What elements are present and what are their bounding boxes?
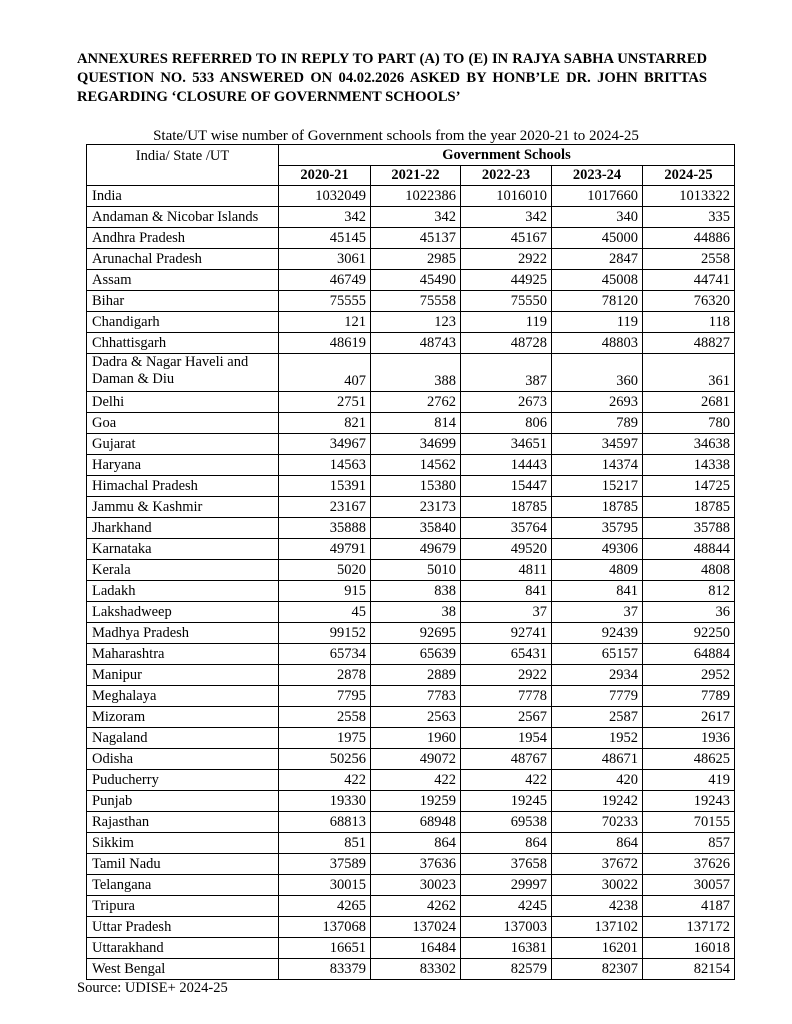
school-count-cell: 48827 xyxy=(643,333,735,354)
table-row xyxy=(87,896,735,917)
state-name-cell: Telangana xyxy=(87,875,279,896)
school-count-cell: 137172 xyxy=(643,917,735,938)
table-row xyxy=(87,270,735,291)
state-name-cell: Puducherry xyxy=(87,770,279,791)
state-name-cell: Dadra & Nagar Haveli and Daman & Diu xyxy=(87,354,279,392)
table-row xyxy=(87,707,735,728)
school-count-cell: 387 xyxy=(461,354,552,392)
school-count-cell: 2617 xyxy=(643,707,735,728)
state-name-cell: Delhi xyxy=(87,392,279,413)
table-row xyxy=(87,602,735,623)
school-count-cell: 7778 xyxy=(461,686,552,707)
school-count-cell: 49072 xyxy=(371,749,461,770)
school-count-cell: 49306 xyxy=(552,539,643,560)
school-count-cell: 422 xyxy=(371,770,461,791)
state-name-cell: Mizoram xyxy=(87,707,279,728)
school-count-cell: 34651 xyxy=(461,434,552,455)
school-count-cell: 821 xyxy=(279,413,371,434)
state-name-cell: Karnataka xyxy=(87,539,279,560)
school-count-cell: 420 xyxy=(552,770,643,791)
school-count-cell: 121 xyxy=(279,312,371,333)
state-name-cell: West Bengal xyxy=(87,959,279,980)
school-count-cell: 44741 xyxy=(643,270,735,291)
school-count-cell: 46749 xyxy=(279,270,371,291)
school-count-cell: 388 xyxy=(371,354,461,392)
state-name-cell: Andhra Pradesh xyxy=(87,228,279,249)
school-count-cell: 1936 xyxy=(643,728,735,749)
state-name-cell: Bihar xyxy=(87,291,279,312)
school-count-cell: 49520 xyxy=(461,539,552,560)
table-row xyxy=(87,644,735,665)
school-count-cell: 45145 xyxy=(279,228,371,249)
school-count-cell: 4808 xyxy=(643,560,735,581)
school-count-cell: 65639 xyxy=(371,644,461,665)
school-count-cell: 64884 xyxy=(643,644,735,665)
school-count-cell: 2681 xyxy=(643,392,735,413)
table-row xyxy=(87,560,735,581)
school-count-cell: 838 xyxy=(371,581,461,602)
table-row xyxy=(87,249,735,270)
government-schools-header: Government Schools xyxy=(279,145,735,166)
school-count-cell: 2558 xyxy=(643,249,735,270)
school-count-cell: 38 xyxy=(371,602,461,623)
school-count-cell: 4238 xyxy=(552,896,643,917)
school-count-cell: 2587 xyxy=(552,707,643,728)
school-count-cell: 7789 xyxy=(643,686,735,707)
school-count-cell: 119 xyxy=(461,312,552,333)
table-row xyxy=(87,291,735,312)
school-count-cell: 4809 xyxy=(552,560,643,581)
table-row xyxy=(87,354,735,392)
school-count-cell: 4262 xyxy=(371,896,461,917)
school-count-cell: 2751 xyxy=(279,392,371,413)
state-name-cell: Odisha xyxy=(87,749,279,770)
school-count-cell: 30015 xyxy=(279,875,371,896)
school-count-cell: 915 xyxy=(279,581,371,602)
state-name-cell: Haryana xyxy=(87,455,279,476)
school-count-cell: 65157 xyxy=(552,644,643,665)
table-row xyxy=(87,455,735,476)
school-count-cell: 37672 xyxy=(552,854,643,875)
table-row xyxy=(87,686,735,707)
state-name-cell: Tamil Nadu xyxy=(87,854,279,875)
school-count-cell: 15380 xyxy=(371,476,461,497)
state-name-cell: Chandigarh xyxy=(87,312,279,333)
state-name-cell: Manipur xyxy=(87,665,279,686)
school-count-cell: 18785 xyxy=(643,497,735,518)
school-count-cell: 48844 xyxy=(643,539,735,560)
school-count-cell: 2567 xyxy=(461,707,552,728)
table-row xyxy=(87,497,735,518)
school-count-cell: 19259 xyxy=(371,791,461,812)
school-count-cell: 118 xyxy=(643,312,735,333)
state-column-header: India/ State /UT xyxy=(87,145,279,186)
school-count-cell: 422 xyxy=(279,770,371,791)
school-count-cell: 68813 xyxy=(279,812,371,833)
school-count-cell: 2847 xyxy=(552,249,643,270)
school-count-cell: 75558 xyxy=(371,291,461,312)
school-count-cell: 35840 xyxy=(371,518,461,539)
school-count-cell: 857 xyxy=(643,833,735,854)
school-count-cell: 48728 xyxy=(461,333,552,354)
table-row xyxy=(87,392,735,413)
school-count-cell: 45008 xyxy=(552,270,643,291)
document-heading: ANNEXURES REFERRED TO IN REPLY TO PART (A) TO (E) IN RAJYA SABHA UNSTARRED QUESTION NO. 533 ANSWERED ON 04.02.2026 ASKED BY HONB’LE DR. JOHN BRITTAS REGARDING ‘CLOSURE OF GOVERNMENT SCHOOLS’ xyxy=(77,51,707,105)
school-count-cell: 851 xyxy=(279,833,371,854)
school-count-cell: 1954 xyxy=(461,728,552,749)
school-count-cell: 2922 xyxy=(461,249,552,270)
table-row xyxy=(87,539,735,560)
school-count-cell: 65431 xyxy=(461,644,552,665)
school-count-cell: 35795 xyxy=(552,518,643,539)
school-count-cell: 82307 xyxy=(552,959,643,980)
table-row xyxy=(87,812,735,833)
table-row xyxy=(87,791,735,812)
school-count-cell: 45137 xyxy=(371,228,461,249)
school-count-cell: 35888 xyxy=(279,518,371,539)
school-count-cell: 340 xyxy=(552,207,643,228)
state-name-cell: Himachal Pradesh xyxy=(87,476,279,497)
school-count-cell: 45490 xyxy=(371,270,461,291)
school-count-cell: 37636 xyxy=(371,854,461,875)
school-count-cell: 137068 xyxy=(279,917,371,938)
school-count-cell: 419 xyxy=(643,770,735,791)
school-count-cell: 75550 xyxy=(461,291,552,312)
school-count-cell: 14443 xyxy=(461,455,552,476)
school-count-cell: 16381 xyxy=(461,938,552,959)
school-count-cell: 137024 xyxy=(371,917,461,938)
school-count-cell: 35788 xyxy=(643,518,735,539)
state-name-cell: Kerala xyxy=(87,560,279,581)
state-name-cell: Chhattisgarh xyxy=(87,333,279,354)
school-count-cell: 812 xyxy=(643,581,735,602)
school-count-cell: 4265 xyxy=(279,896,371,917)
school-count-cell: 19330 xyxy=(279,791,371,812)
school-count-cell: 2563 xyxy=(371,707,461,728)
state-name-cell: Jharkhand xyxy=(87,518,279,539)
school-count-cell: 16201 xyxy=(552,938,643,959)
school-count-cell: 48743 xyxy=(371,333,461,354)
school-count-cell: 44925 xyxy=(461,270,552,291)
school-count-cell: 16484 xyxy=(371,938,461,959)
school-count-cell: 1013322 xyxy=(643,186,735,207)
state-name-cell: Tripura xyxy=(87,896,279,917)
school-count-cell: 814 xyxy=(371,413,461,434)
school-count-cell: 19245 xyxy=(461,791,552,812)
school-count-cell: 23167 xyxy=(279,497,371,518)
table-row xyxy=(87,434,735,455)
school-count-cell: 75555 xyxy=(279,291,371,312)
school-count-cell: 30023 xyxy=(371,875,461,896)
school-count-cell: 2952 xyxy=(643,665,735,686)
school-count-cell: 18785 xyxy=(552,497,643,518)
school-count-cell: 65734 xyxy=(279,644,371,665)
state-name-cell: Uttar Pradesh xyxy=(87,917,279,938)
table-row xyxy=(87,207,735,228)
state-name-cell: Lakshadweep xyxy=(87,602,279,623)
school-count-cell: 35764 xyxy=(461,518,552,539)
school-count-cell: 49679 xyxy=(371,539,461,560)
school-count-cell: 83379 xyxy=(279,959,371,980)
school-count-cell: 2922 xyxy=(461,665,552,686)
school-count-cell: 14338 xyxy=(643,455,735,476)
table-row xyxy=(87,959,735,980)
year-header: 2021-22 xyxy=(371,166,461,186)
school-count-cell: 48625 xyxy=(643,749,735,770)
school-count-cell: 16018 xyxy=(643,938,735,959)
school-count-cell: 82154 xyxy=(643,959,735,980)
school-count-cell: 2693 xyxy=(552,392,643,413)
school-count-cell: 15391 xyxy=(279,476,371,497)
state-name-cell: Gujarat xyxy=(87,434,279,455)
school-count-cell: 82579 xyxy=(461,959,552,980)
state-name-cell: India xyxy=(87,186,279,207)
school-count-cell: 34638 xyxy=(643,434,735,455)
table-row xyxy=(87,833,735,854)
table-row xyxy=(87,228,735,249)
table-row xyxy=(87,333,735,354)
table-row xyxy=(87,917,735,938)
table-row xyxy=(87,186,735,207)
school-count-cell: 49791 xyxy=(279,539,371,560)
school-count-cell: 37 xyxy=(461,602,552,623)
state-name-cell: Madhya Pradesh xyxy=(87,623,279,644)
year-header: 2020-21 xyxy=(279,166,371,186)
school-count-cell: 19242 xyxy=(552,791,643,812)
school-count-cell: 18785 xyxy=(461,497,552,518)
state-name-cell: Rajasthan xyxy=(87,812,279,833)
school-count-cell: 50256 xyxy=(279,749,371,770)
school-count-cell: 44886 xyxy=(643,228,735,249)
school-count-cell: 7783 xyxy=(371,686,461,707)
school-count-cell: 14374 xyxy=(552,455,643,476)
school-count-cell: 48671 xyxy=(552,749,643,770)
state-name-cell: Jammu & Kashmir xyxy=(87,497,279,518)
school-count-cell: 29997 xyxy=(461,875,552,896)
school-count-cell: 69538 xyxy=(461,812,552,833)
table-row xyxy=(87,518,735,539)
school-count-cell: 36 xyxy=(643,602,735,623)
school-count-cell: 841 xyxy=(552,581,643,602)
school-count-cell: 45000 xyxy=(552,228,643,249)
school-count-cell: 70233 xyxy=(552,812,643,833)
school-count-cell: 92250 xyxy=(643,623,735,644)
school-count-cell: 1016010 xyxy=(461,186,552,207)
state-name-cell: Goa xyxy=(87,413,279,434)
school-count-cell: 2878 xyxy=(279,665,371,686)
school-count-cell: 2934 xyxy=(552,665,643,686)
school-count-cell: 2889 xyxy=(371,665,461,686)
state-name-cell: Uttarakhand xyxy=(87,938,279,959)
school-count-cell: 123 xyxy=(371,312,461,333)
state-name-cell: Assam xyxy=(87,270,279,291)
state-name-cell: Sikkim xyxy=(87,833,279,854)
source-note: Source: UDISE+ 2024-25 xyxy=(77,980,228,996)
school-count-cell: 806 xyxy=(461,413,552,434)
state-name-cell: Maharashtra xyxy=(87,644,279,665)
school-count-cell: 14562 xyxy=(371,455,461,476)
school-count-cell: 23173 xyxy=(371,497,461,518)
school-count-cell: 37 xyxy=(552,602,643,623)
school-count-cell: 34699 xyxy=(371,434,461,455)
school-count-cell: 5010 xyxy=(371,560,461,581)
school-count-cell: 1952 xyxy=(552,728,643,749)
school-count-cell: 1975 xyxy=(279,728,371,749)
school-count-cell: 342 xyxy=(461,207,552,228)
school-count-cell: 422 xyxy=(461,770,552,791)
school-count-cell: 789 xyxy=(552,413,643,434)
school-count-cell: 342 xyxy=(371,207,461,228)
school-count-cell: 2558 xyxy=(279,707,371,728)
table-row xyxy=(87,581,735,602)
school-count-cell: 3061 xyxy=(279,249,371,270)
school-count-cell: 14725 xyxy=(643,476,735,497)
school-count-cell: 37589 xyxy=(279,854,371,875)
table-row xyxy=(87,938,735,959)
school-count-cell: 7779 xyxy=(552,686,643,707)
table-row xyxy=(87,665,735,686)
school-count-cell: 15447 xyxy=(461,476,552,497)
school-count-cell: 841 xyxy=(461,581,552,602)
school-count-cell: 7795 xyxy=(279,686,371,707)
school-count-cell: 19243 xyxy=(643,791,735,812)
school-count-cell: 37658 xyxy=(461,854,552,875)
school-count-cell: 78120 xyxy=(552,291,643,312)
table-row xyxy=(87,312,735,333)
school-count-cell: 780 xyxy=(643,413,735,434)
schools-table xyxy=(86,144,735,980)
table-row xyxy=(87,476,735,497)
year-header: 2023-24 xyxy=(552,166,643,186)
school-count-cell: 2985 xyxy=(371,249,461,270)
school-count-cell: 864 xyxy=(371,833,461,854)
table-row xyxy=(87,770,735,791)
school-count-cell: 30022 xyxy=(552,875,643,896)
state-name-cell: Andaman & Nicobar Islands xyxy=(87,207,279,228)
school-count-cell: 335 xyxy=(643,207,735,228)
school-count-cell: 45 xyxy=(279,602,371,623)
school-count-cell: 68948 xyxy=(371,812,461,833)
school-count-cell: 4245 xyxy=(461,896,552,917)
school-count-cell: 92741 xyxy=(461,623,552,644)
school-count-cell: 360 xyxy=(552,354,643,392)
school-count-cell: 99152 xyxy=(279,623,371,644)
table-row xyxy=(87,413,735,434)
school-count-cell: 34597 xyxy=(552,434,643,455)
school-count-cell: 92439 xyxy=(552,623,643,644)
state-name-cell: Arunachal Pradesh xyxy=(87,249,279,270)
year-header: 2022-23 xyxy=(461,166,552,186)
table-row xyxy=(87,623,735,644)
table-body xyxy=(87,186,735,980)
school-count-cell: 48803 xyxy=(552,333,643,354)
year-header: 2024-25 xyxy=(643,166,735,186)
school-count-cell: 137102 xyxy=(552,917,643,938)
school-count-cell: 2673 xyxy=(461,392,552,413)
school-count-cell: 45167 xyxy=(461,228,552,249)
school-count-cell: 864 xyxy=(552,833,643,854)
table-row xyxy=(87,875,735,896)
school-count-cell: 407 xyxy=(279,354,371,392)
school-count-cell: 4187 xyxy=(643,896,735,917)
table-row xyxy=(87,749,735,770)
school-count-cell: 4811 xyxy=(461,560,552,581)
school-count-cell: 1960 xyxy=(371,728,461,749)
school-count-cell: 5020 xyxy=(279,560,371,581)
school-count-cell: 119 xyxy=(552,312,643,333)
school-count-cell: 361 xyxy=(643,354,735,392)
school-count-cell: 14563 xyxy=(279,455,371,476)
school-count-cell: 1032049 xyxy=(279,186,371,207)
school-count-cell: 342 xyxy=(279,207,371,228)
table-row xyxy=(87,728,735,749)
school-count-cell: 1022386 xyxy=(371,186,461,207)
school-count-cell: 48767 xyxy=(461,749,552,770)
school-count-cell: 137003 xyxy=(461,917,552,938)
school-count-cell: 30057 xyxy=(643,875,735,896)
school-count-cell: 76320 xyxy=(643,291,735,312)
school-count-cell: 70155 xyxy=(643,812,735,833)
state-name-cell: Meghalaya xyxy=(87,686,279,707)
school-count-cell: 83302 xyxy=(371,959,461,980)
school-count-cell: 15217 xyxy=(552,476,643,497)
state-name-cell: Nagaland xyxy=(87,728,279,749)
school-count-cell: 16651 xyxy=(279,938,371,959)
school-count-cell: 864 xyxy=(461,833,552,854)
school-count-cell: 2762 xyxy=(371,392,461,413)
school-count-cell: 48619 xyxy=(279,333,371,354)
table-row xyxy=(87,854,735,875)
school-count-cell: 1017660 xyxy=(552,186,643,207)
state-name-cell: Ladakh xyxy=(87,581,279,602)
table-caption: State/UT wise number of Government schools from the year 2020-21 to 2024-25 xyxy=(153,128,639,144)
state-name-cell: Punjab xyxy=(87,791,279,812)
school-count-cell: 34967 xyxy=(279,434,371,455)
school-count-cell: 92695 xyxy=(371,623,461,644)
school-count-cell: 37626 xyxy=(643,854,735,875)
